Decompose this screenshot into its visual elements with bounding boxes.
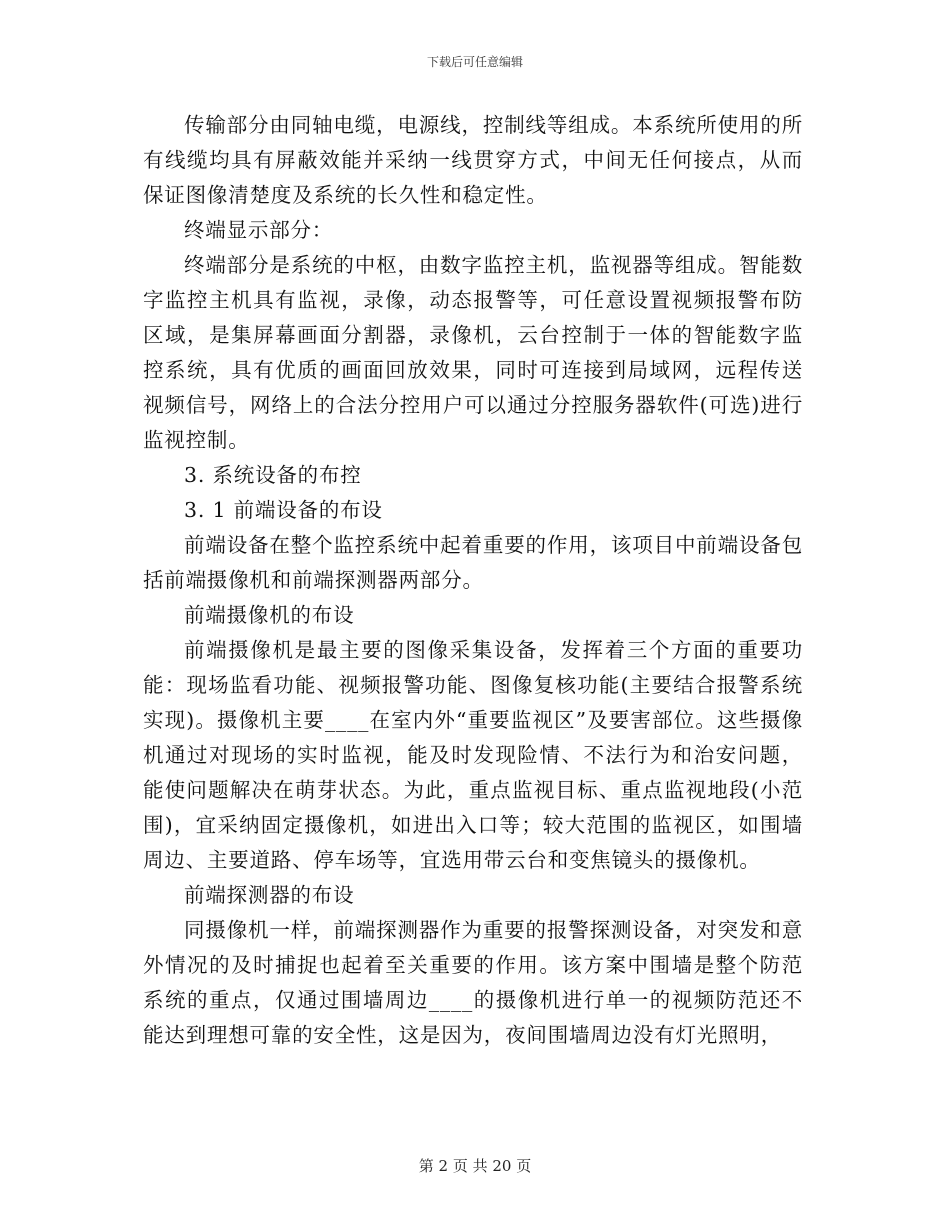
subheading-frontend-camera: 前端摄像机的布设 <box>184 603 355 627</box>
paragraph-frontend-detector: 同摄像机一样，前端探测器作为重要的报警探测设备，对突发和意外情况的及时捕捉也起着至关重要的作用。该方案中围墙是整个防范系统的重点，仅通过围墙周边____的摄像机进行单一的视频防范还不能达到理想可靠的安全性，这是因为，夜间围墙周边没有灯光照明， <box>143 918 803 1047</box>
heading-section-3-1: 3. 1 前端设备的布设 <box>184 498 383 522</box>
heading-section-3: 3. 系统设备的布控 <box>184 463 362 487</box>
subheading-frontend-detector: 前端探测器的布设 <box>184 883 355 907</box>
subheading-terminal-display: 终端显示部分： <box>184 218 334 242</box>
paragraph-transmission: 传输部分由同轴电缆，电源线，控制线等组成。本系统所使用的所有线缆均具有屏蔽效能并采纳一线贯穿方式，中间无任何接点，从而保证图像清楚度及系统的长久性和稳定性。 <box>143 113 803 207</box>
page-header: 下载后可任意编辑 <box>426 55 523 69</box>
paragraph-frontend-camera: 前端摄像机是最主要的图像采集设备，发挥着三个方面的重要功能：现场监看功能、视频报警功能、图像复核功能(主要结合报警系统实现)。摄像机主要____在室内外“重要监视区”及要害部位。这些摄像机通过对现场的实时监视，能及时发现险情、不法行为和治安问题，能使问题解决在萌芽状态。为此，重点监视目标、重点监视地段(小范围)，宜采纳固定摄像机，如进出入口等；较大范围的监视区，如围墙周边、主要道路、停车场等，宜选用带云台和变焦镜头的摄像机。 <box>143 638 803 872</box>
paragraph-terminal: 终端部分是系统的中枢，由数字监控主机，监视器等组成。智能数字监控主机具有监视，录像，动态报警等，可任意设置视频报警布防区域，是集屏幕画面分割器，录像机，云台控制于一体的智能数字监控系统，具有优质的画面回放效果，同时可连接到局域网，远程传送视频信号，网络上的合法分控用户可以通过分控服务器软件(可选)进行监视控制。 <box>143 253 803 452</box>
paragraph-frontend-devices: 前端设备在整个监控系统中起着重要的作用，该项目中前端设备包括前端摄像机和前端探测器两部分。 <box>143 533 803 592</box>
page-number: 第 2 页 共 20 页 <box>418 1157 532 1175</box>
document-body <box>143 108 803 1053</box>
